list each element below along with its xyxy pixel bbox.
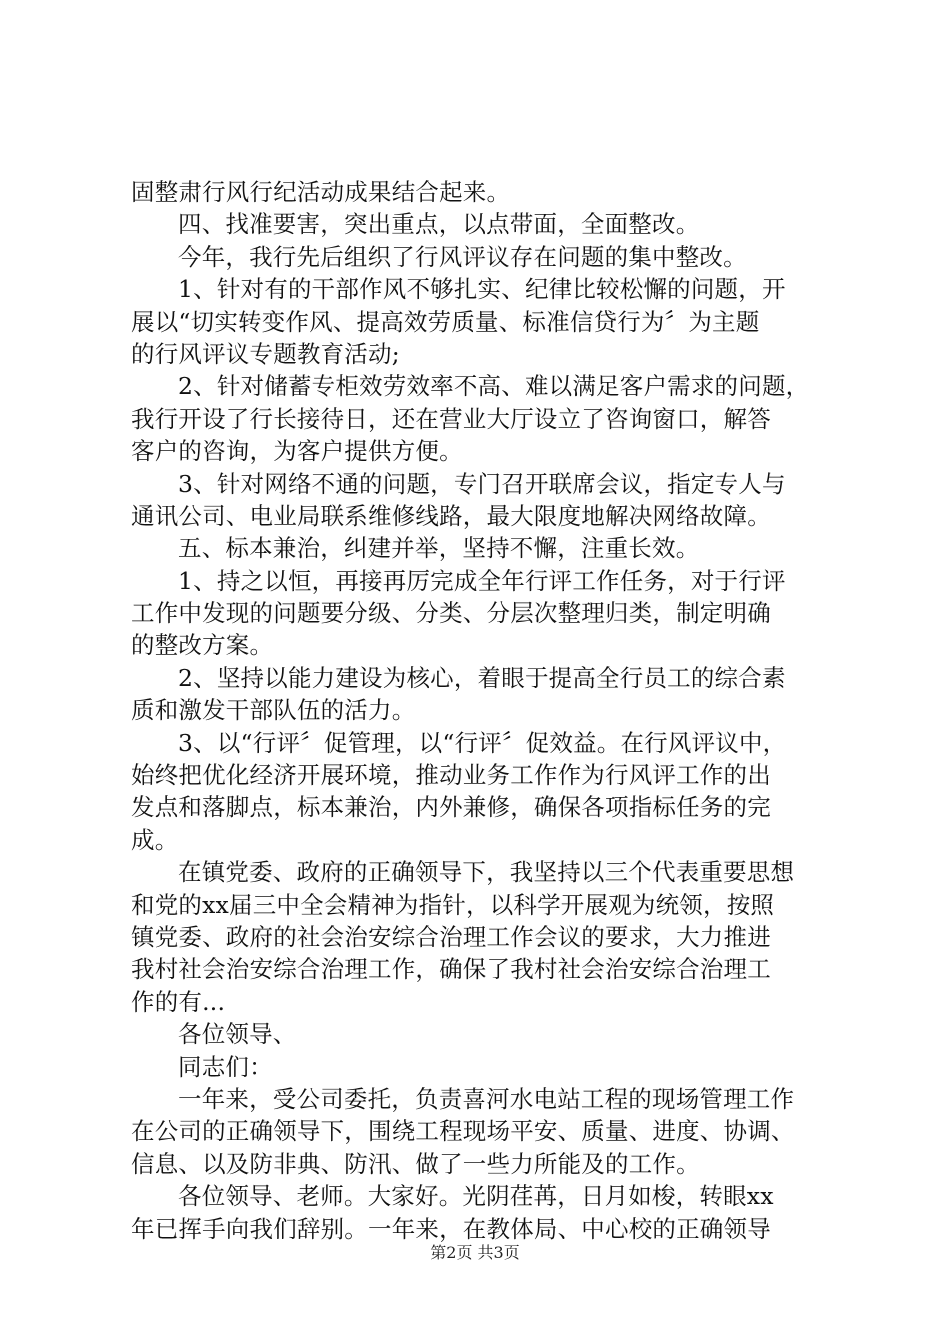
text-line: 一年来，受公司委托，负责喜河水电站工程的现场管理工作 [178,1084,795,1113]
text-line: 发点和落脚点，标本兼治，内外兼修，确保各项指标任务的完 [131,793,771,822]
text-line: 3、以“行评〞促管理，以“行评〞促效益。在行风评议中， [178,728,787,757]
text-line: 四、找准要害，突出重点，以点带面，全面整改。 [178,210,700,239]
text-line: 各位领导、老师。大家好。光阴荏苒，日月如梭，转眼xx [178,1182,774,1211]
text-line: 我行开设了行长接待日，还在营业大厅设立了咨询窗口，解答 [131,404,771,433]
document-body [131,176,831,1245]
text-line: 2、针对储蓄专柜效劳效率不高、难以满足客户需求的问题， [178,372,810,401]
text-line: 成。 [131,825,179,854]
text-line: 和党的xx届三中全会精神为指针，以科学开展观为统领，按照 [131,890,775,919]
text-line: 年已挥手向我们辞别。一年来，在教体局、中心校的正确领导 [131,1214,771,1243]
text-line: 镇党委、政府的社会治安综合治理工作会议的要求，大力推进 [131,922,771,951]
text-line: 五、标本兼治，纠建并举，坚持不懈，注重长效。 [178,534,700,563]
text-line: 今年，我行先后组织了行风评议存在问题的集中整改。 [178,242,747,271]
text-line: 的整改方案。 [131,631,274,660]
text-line: 1、针对有的干部作风不够扎实、纪律比较松懈的问题，开 [178,275,786,304]
text-line: 作的有... [131,987,226,1016]
text-line: 的行风评议专题教育活动; [131,339,400,368]
text-line: 3、针对网络不通的问题，专门召开联席会议，指定专人与 [178,469,786,498]
text-line: 通讯公司、电业局联系维修线路，最大限度地解决网络故障。 [131,501,771,530]
text-line: 展以“切实转变作风、提高效劳质量、标准信贷行为〞为主题 [131,307,760,336]
text-line: 工作中发现的问题要分级、分类、分层次整理归类，制定明确 [131,599,771,628]
text-line: 固整肃行风行纪活动成果结合起来。 [131,178,511,206]
text-line: 各位领导、 [178,1020,297,1049]
text-line: 同志们： [178,1052,273,1081]
text-line: 信息、以及防非典、防汛、做了一些力所能及的工作。 [131,1149,700,1178]
text-line: 质和激发干部队伍的活力。 [131,696,416,725]
text-line: 1、持之以恒，再接再厉完成全年行评工作任务，对于行评 [178,566,786,595]
text-line: 2、坚持以能力建设为核心，着眼于提高全行员工的综合素 [178,663,786,692]
text-line: 始终把优化经济开展环境，推动业务工作作为行风评工作的出 [131,761,771,790]
text-line: 我村社会治安综合治理工作，确保了我村社会治安综合治理工 [131,955,771,984]
text-line: 在公司的正确领导下，围绕工程现场平安、质量、进度、协调、 [131,1117,795,1146]
page-footer: 第2页 共3页 [430,1243,520,1262]
text-line: 客户的咨询，为客户提供方便。 [131,437,463,466]
text-line: 在镇党委、政府的正确领导下，我坚持以三个代表重要思想 [178,858,795,887]
